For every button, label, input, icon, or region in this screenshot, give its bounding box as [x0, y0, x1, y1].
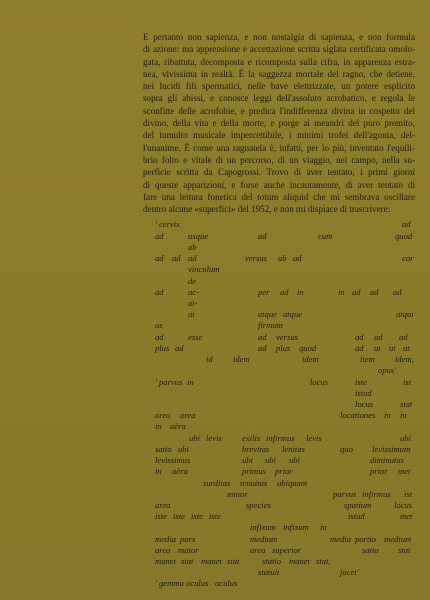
poem-word: plus: [276, 343, 291, 353]
poem-word: portio: [355, 534, 377, 544]
poem-word: brevitas: [242, 444, 270, 454]
poem-word: prior: [370, 466, 388, 476]
poem-word: locus: [355, 399, 374, 409]
poem-word: os: [155, 320, 163, 330]
prose-line: perficie scritta da Capogrossi. Trovo di aver tentato, i primi giorni: [143, 167, 415, 178]
poem-word: vinculum: [188, 264, 220, 274]
poem-word: pars: [180, 534, 196, 544]
poem-word: in: [297, 287, 304, 297]
poem-word: in: [155, 466, 162, 476]
prose-line: nei lucidi fili spermatici, nelle bave elettrizzate, un potere esplicito: [143, 81, 415, 92]
poem-word: in: [400, 410, 407, 420]
poem-word: ad: [293, 253, 302, 263]
poem-word: ac-: [188, 287, 199, 297]
poem-word: ad: [374, 332, 383, 342]
poem-word: area: [180, 410, 196, 420]
poem-word: quod: [395, 231, 413, 241]
poem-word: in: [338, 287, 345, 297]
poem-word: spatium: [344, 500, 372, 510]
poem-word: atque: [258, 309, 278, 319]
poem-word: manet: [201, 556, 223, 566]
poem-word: stat: [181, 556, 194, 566]
poem-word: locus: [394, 500, 413, 510]
poem-word: area: [155, 500, 171, 510]
poem-word: oculus: [215, 578, 238, 588]
poem-word: jacet': [340, 567, 359, 577]
poem-word: locus: [310, 377, 329, 387]
poem-word: ad: [175, 343, 184, 353]
poem-word: media: [155, 534, 177, 544]
poem-word: stat: [227, 556, 240, 566]
poem-word: id: [206, 354, 213, 364]
poem-word: ut: [403, 343, 410, 353]
poem-word: versus: [245, 253, 267, 263]
poem-word: versus: [276, 332, 298, 342]
poem-word: ad: [355, 343, 364, 353]
poem-word: met: [398, 466, 411, 476]
poem-word: idem,: [395, 354, 414, 364]
poem-word: ubiquam: [277, 478, 308, 488]
poem-word: quo: [340, 444, 353, 454]
poem-word: species: [246, 500, 271, 510]
poem-word: ad: [258, 343, 267, 353]
poem-word: in: [320, 522, 327, 532]
poem-word: manet: [155, 556, 177, 566]
poem-word: cum: [318, 231, 333, 241]
poem-word: ist: [403, 377, 412, 387]
poem-word: ad: [393, 287, 402, 297]
poem-word: iste: [191, 511, 203, 521]
poem-word: ad: [188, 253, 197, 263]
poem-word: maior: [178, 545, 199, 555]
poem-word: lenitas: [282, 444, 305, 454]
poem-word: ' cervix: [155, 219, 180, 229]
poem-word: ad: [402, 219, 411, 229]
poem-word: diminutus: [370, 455, 404, 465]
prose-line: di queste apparizioni, e forse anche incautamente, di aver tentato di: [143, 179, 415, 190]
poem-word: ad: [355, 332, 364, 342]
poem-word: quod: [299, 343, 317, 353]
poem-word: exilis: [242, 433, 261, 443]
poem-word: manet: [289, 556, 311, 566]
poem-word: ad: [155, 287, 164, 297]
poem-word: area: [155, 410, 171, 420]
poem-word: satio: [362, 545, 379, 555]
poem-word: levis: [306, 433, 322, 443]
prose-line: dentro alcune «superfici» del 1952, e non mi dispiace di trascrivere:: [143, 204, 391, 215]
poem-word: oculus: [186, 578, 209, 588]
poem-word: superior: [272, 545, 302, 555]
poem-word: opus': [378, 365, 397, 375]
poem-word: ad: [399, 332, 408, 342]
poem-word: statio: [262, 556, 282, 566]
poem-word: tenuitas: [240, 478, 268, 488]
poem-word: levissimus: [155, 455, 191, 465]
poem-word: met: [400, 511, 413, 521]
poem-word: atque: [283, 309, 303, 319]
poem-word: ubi: [265, 455, 276, 465]
prose-line: sconfitte delle acrofobie, e predica l'indifferenza divina in cospetto del: [143, 105, 415, 116]
poem-word: stat: [398, 545, 411, 555]
poem-word: at: [188, 309, 195, 319]
poem-word: ad: [155, 231, 164, 241]
poem-word: locationes: [340, 410, 376, 420]
poem-word: infirmus: [362, 489, 391, 499]
poem-word: ad: [258, 231, 267, 241]
poem-word: media: [330, 534, 352, 544]
poem-word: parvus: [333, 489, 357, 499]
poem-word: infixum: [250, 522, 276, 532]
poem-word: atqui: [396, 309, 414, 319]
poem-word: surditas: [203, 478, 231, 488]
prose-line: del tumulto musicale impercettibile, i minimi trofei dell'agonia, del-: [143, 130, 415, 141]
poem-word: minor: [227, 489, 248, 499]
poem-word: stat,: [316, 556, 331, 566]
prose-line: E pertanto non sapienza, e non nostalgia di sapienza, e non formula: [143, 32, 415, 42]
poem-word: istud: [355, 388, 372, 398]
prose-line: divino, della vita e della morte, e porge ai meandri del puro premito,: [143, 118, 415, 129]
poem-word: ubi: [178, 444, 189, 454]
poem-word: item: [360, 354, 375, 364]
poem-word: ut: [389, 343, 396, 353]
prose-line: sopra gli abissi, e conosce leggi dell'assoluto acrobatico, e regola le: [143, 93, 415, 104]
poem-word: ut: [374, 343, 381, 353]
poem-word: ad: [155, 253, 164, 263]
poem-word: ' parvus: [155, 377, 183, 387]
prose-line: l'unanime. È come una ragnatela è, infatti, per lo più, inventato l'equili-: [143, 142, 415, 153]
poem-word: medium: [384, 534, 412, 544]
poem-word: iste: [155, 511, 167, 521]
poem-word: iste: [209, 511, 221, 521]
poem-word: in: [187, 377, 194, 387]
poem-word: levis: [206, 433, 222, 443]
poem-word: infirmus: [266, 433, 295, 443]
poem-word: istud: [348, 511, 365, 521]
poem-word: ad: [172, 253, 181, 263]
poem-word: aëra: [170, 421, 186, 431]
poem-word: statuit: [258, 567, 280, 577]
poem-word: idem: [302, 354, 319, 364]
poem-word: infixum: [283, 522, 309, 532]
poem-word: per: [258, 287, 270, 297]
poem-word: ad: [370, 287, 379, 297]
poem-word: usque: [188, 231, 209, 241]
poem-word: satio: [155, 444, 172, 454]
poem-word: ubi: [242, 455, 253, 465]
poem-word: ubi: [400, 433, 411, 443]
poem-word: cor: [402, 253, 414, 263]
poem-word: area: [155, 545, 171, 555]
poem-word: idem: [233, 354, 250, 364]
poem-word: area: [250, 545, 266, 555]
poem-word: plus: [155, 343, 170, 353]
poem-word: medium: [250, 534, 278, 544]
poem-word: ad: [280, 287, 289, 297]
poem-word: firmum: [258, 320, 283, 330]
poem-word: ab: [188, 242, 197, 252]
poem-word: at-: [188, 298, 198, 308]
poem-word: iste: [355, 377, 367, 387]
poem-word: aëra: [172, 466, 188, 476]
poem-word: ' gemma: [155, 578, 184, 588]
poem-word: esse: [188, 332, 203, 342]
poem-word: ist: [404, 489, 413, 499]
poem-word: iste: [173, 511, 185, 521]
prose-line: nea, vivissima in realtà. È la saggezza mortale del ragno, che detiene,: [143, 68, 415, 79]
prose-line: fare una lettura fonetica del totum aliquid che mi sembrava oscillare: [143, 191, 415, 202]
poem-word: prior: [275, 466, 293, 476]
poem-word: ab: [278, 253, 287, 263]
prose-line: brio folto e vitale di un percorso, di un viaggio, nel campo, nella su-: [143, 154, 415, 165]
poem-word: levissimum: [372, 444, 411, 454]
prose-line: di azione: ma apprensione e accettazione scritta siglata certificata omolo-: [143, 44, 415, 55]
poem-word: de: [188, 276, 197, 286]
poem-word: ad: [258, 332, 267, 342]
poem-word: ad: [352, 287, 361, 297]
poem-word: primus: [242, 466, 266, 476]
poem-word: ubi: [189, 433, 200, 443]
poem-word: ad: [155, 332, 164, 342]
prose-line: gata, ribattuta, decomposta e ricomposta sulla cifra, in apparenza estra-: [143, 56, 415, 67]
poem-word: in: [155, 421, 162, 431]
poem-word: in: [384, 410, 391, 420]
poem-word: ubi: [289, 455, 300, 465]
poem-word: stat: [400, 399, 413, 409]
